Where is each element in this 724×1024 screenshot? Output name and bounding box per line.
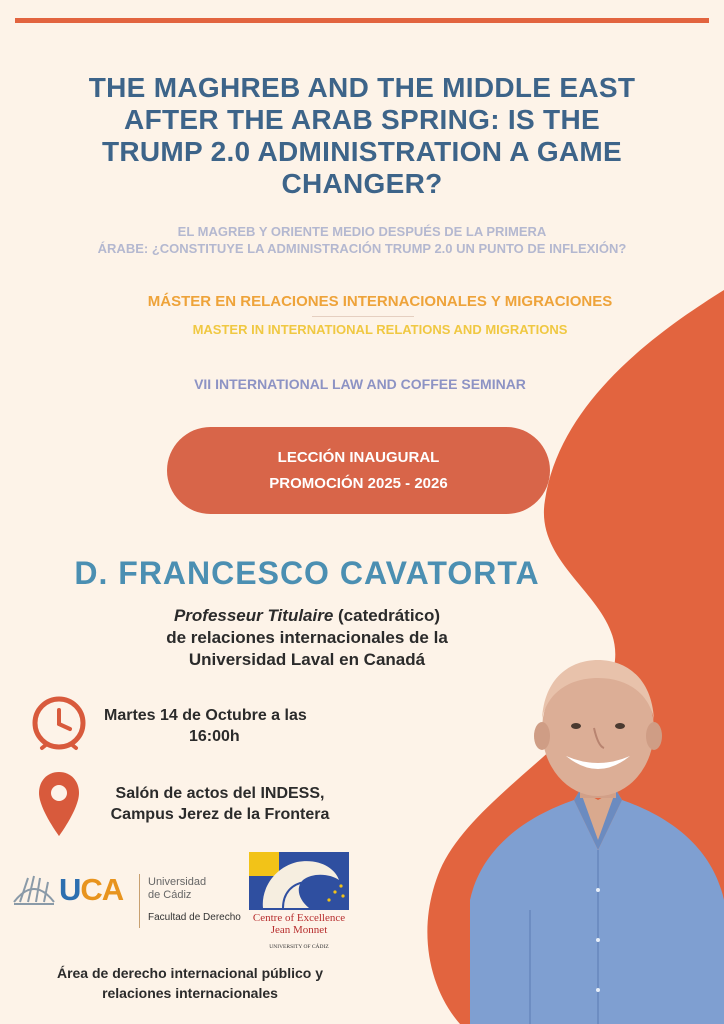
program-name-english: MASTER IN INTERNATIONAL RELATIONS AND MIGRATIONS <box>192 322 568 337</box>
speaker-photo <box>470 650 724 1024</box>
event-subtitle-spanish <box>20 223 704 257</box>
uca-university-line: de Cádiz <box>148 889 192 901</box>
speaker-role-line <box>0 605 614 627</box>
jean-monnet-logo <box>243 850 355 954</box>
uca-faculty: Facultad de Derecho <box>148 912 241 923</box>
uca-emblem-icon <box>12 868 56 908</box>
seminar-name: VII INTERNATIONAL LAW AND COFFEE SEMINAR <box>194 376 526 392</box>
location-pin-icon <box>37 770 81 838</box>
event-time: 16:00h <box>189 728 240 745</box>
speaker-title-rest: (catedrático) <box>333 606 441 625</box>
subtitle-line: ÁRABE: ¿CONSTITUYE LA ADMINISTRACIÓN TRUMP 2.0 UN PUNTO DE INFLEXIÓN? <box>97 241 627 256</box>
inaugural-lecture-badge <box>167 427 550 514</box>
event-date <box>104 705 307 747</box>
uca-university-name <box>148 876 206 902</box>
event-venue <box>80 783 360 825</box>
event-title-line: TRUMP 2.0 ADMINISTRATION A GAME <box>101 136 623 167</box>
department-area <box>10 963 370 1003</box>
speaker-role-line: de relaciones internacionales de la <box>166 628 448 647</box>
speaker-name: D. FRANCESCO CAVATORTA <box>74 555 540 591</box>
event-title-line: AFTER THE ARAB SPRING: IS THE <box>124 104 600 135</box>
uca-separator <box>139 874 140 928</box>
department-line: relaciones internacionales <box>102 985 278 1001</box>
uca-letter-u: U <box>59 872 81 907</box>
jean-monnet-emblem-icon <box>243 850 355 912</box>
jean-monnet-university: UNIVERSITY OF CÁDIZ <box>269 944 329 950</box>
program-divider <box>312 316 414 317</box>
venue-line: Salón de actos del INDESS, <box>115 785 325 802</box>
program-name-spanish: MÁSTER EN RELACIONES INTERNACIONALES Y MIGRACIONES <box>147 293 613 310</box>
promotion-label: PROMOCIÓN 2025 - 2026 <box>269 474 448 492</box>
department-line: Área de derecho internacional público y <box>56 965 324 981</box>
event-title <box>40 72 684 200</box>
speaker-title-italic: Professeur Titulaire <box>173 606 334 625</box>
uca-logo <box>12 868 242 928</box>
venue-line: Campus Jerez de la Frontera <box>110 806 330 823</box>
event-date-line: Martes 14 de Octubre a las <box>104 707 307 724</box>
jean-monnet-line: Centre of Excellence <box>252 912 346 924</box>
uca-letters-ca: CA <box>80 872 124 907</box>
uca-wordmark <box>59 872 123 908</box>
event-title-line: THE MAGHREB AND THE MIDDLE EAST <box>88 72 636 103</box>
uca-university-line: Universidad <box>148 876 207 888</box>
event-title-line: CHANGER? <box>281 168 443 199</box>
jean-monnet-line: Jean Monnet <box>270 924 328 936</box>
jean-monnet-name <box>243 912 355 936</box>
lecture-label: LECCIÓN INAUGURAL <box>277 448 440 466</box>
subtitle-line: EL MAGREB Y ORIENTE MEDIO DESPUÉS DE LA PRIMERA <box>177 224 547 239</box>
clock-icon <box>29 693 89 753</box>
speaker-role-line: Universidad Laval en Canadá <box>188 650 426 669</box>
